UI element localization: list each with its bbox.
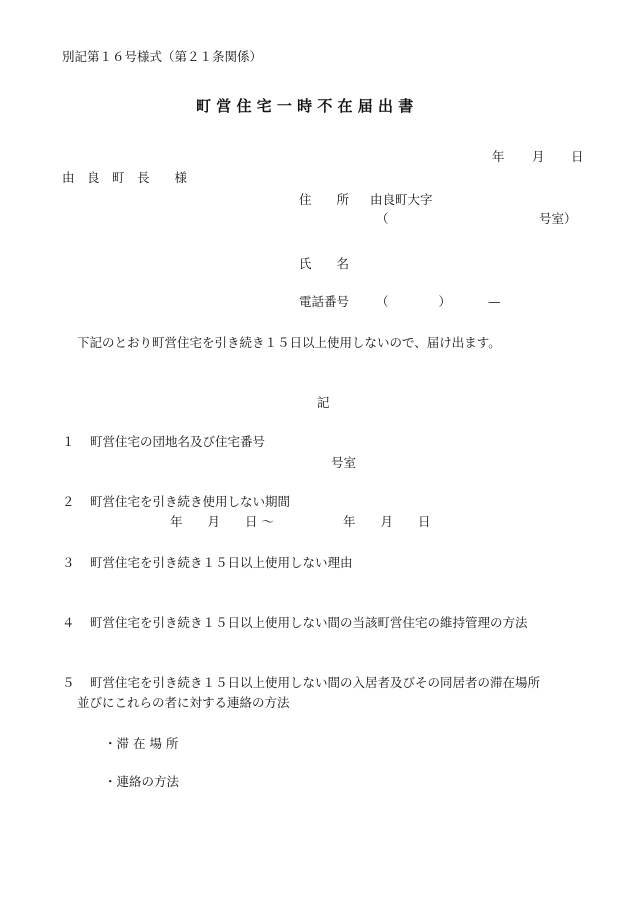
address-value: 由良町大字 xyxy=(370,192,433,207)
address-paren-open: （ xyxy=(376,211,389,226)
address-label: 住 所 xyxy=(299,192,350,207)
date-month: 月 xyxy=(532,149,545,164)
item5-text-line2: 並びにこれらの者に対する連絡の方法 xyxy=(77,695,290,710)
item3-number: ３ xyxy=(62,555,75,570)
form-reference: 別記第１６号様式（第２１条関係） xyxy=(62,49,263,64)
phone-label: 電話番号 xyxy=(299,294,350,309)
item5-text-line1: 町営住宅を引き続き１５日以上使用しない間の入居者及びその同居者の滞在場所 xyxy=(90,675,541,690)
item2-period-from: 年 月 日 ～ xyxy=(170,514,274,529)
phone-paren: （ ） xyxy=(376,294,452,309)
item5-bullet-contact-method: ・連絡の方法 xyxy=(104,774,180,789)
phone-dash: — xyxy=(488,294,501,309)
item1-text: 町営住宅の団地名及び住宅番号 xyxy=(90,434,266,449)
ki-heading: 記 xyxy=(317,395,330,410)
item5-number: ５ xyxy=(62,675,75,690)
document-title: 町 営 住 宅 一 時 不 在 届 出 書 xyxy=(196,97,414,115)
room-suffix: 号室） xyxy=(539,211,577,226)
addressee: 由 良 町 長 様 xyxy=(62,170,188,185)
item4-number: ４ xyxy=(62,615,75,630)
item3-text: 町営住宅を引き続き１５日以上使用しない理由 xyxy=(90,555,353,570)
item4-text: 町営住宅を引き続き１５日以上使用しない間の当該町営住宅の維持管理の方法 xyxy=(90,615,528,630)
item2-text: 町営住宅を引き続き使用しない期間 xyxy=(90,494,291,509)
item5-bullet-stay-location: ・滞 在 場 所 xyxy=(104,736,179,751)
name-label: 氏 名 xyxy=(299,256,350,271)
item1-room: 号室 xyxy=(331,455,357,470)
item2-number: ２ xyxy=(62,494,75,509)
item2-period-to: 年 月 日 xyxy=(343,514,431,529)
intro-text: 下記のとおり町営住宅を引き続き１５日以上使用しないので、届け出ます。 xyxy=(77,335,501,350)
date-year: 年 xyxy=(492,149,505,164)
item1-number: １ xyxy=(62,434,75,449)
date-day: 日 xyxy=(571,149,584,164)
